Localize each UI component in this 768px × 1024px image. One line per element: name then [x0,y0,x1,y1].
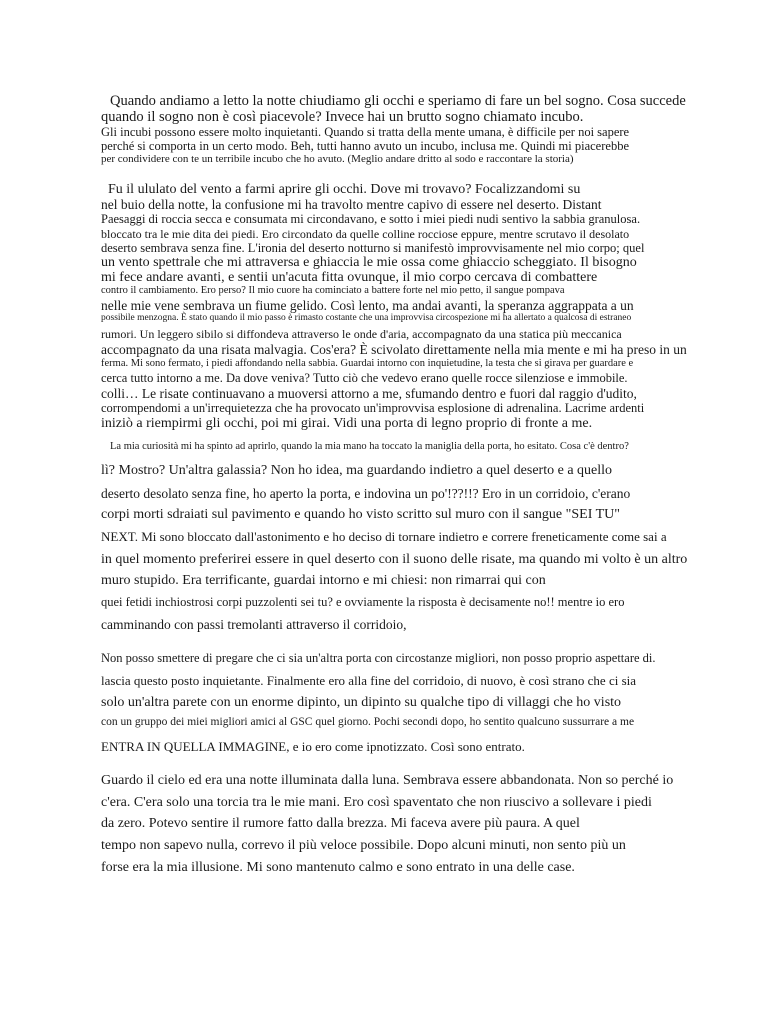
text-line: quando il sogno non è così piacevole? Invece hai un brutto sogno chiamato incubo. [101,109,584,125]
text-line: tempo non sapevo nulla, correvo il più veloce possibile. Dopo alcuni minuti, non sento più un [101,838,626,853]
text-line: Fu il ululato del vento a farmi aprire gli occhi. Dove mi trovavo? Focalizzandomi su [108,182,581,197]
text-line: Guardo il cielo ed era una notte illuminata dalla luna. Sembrava essere abbandonata. Non so perché io [101,773,674,788]
text-line: nelle mie vene sembrava un fiume gelido. Così lento, ma andai avanti, la speranza aggrappata a un [101,298,634,313]
text-line: corrompendomi a un'irrequietezza che ha provocato un'improvvisa esplosione di adrenalina. Lacrime ardenti [101,401,645,415]
text-line: un vento spettrale che mi attraversa e ghiaccia le mie ossa come ghiaccio scheggiato. Il bisogno [101,255,637,270]
text-line: Paesaggi di roccia secca e consumata mi circondavano, e sotto i miei piedi nudi sentivo la sabbia granulosa. [101,212,641,226]
text-line: NEXT. Mi sono bloccato dall'astonimento e ho deciso di tornare indietro e correre freneticamente come sai a [101,529,667,544]
text-line: bloccato tra le mie dita dei piedi. Ero circondato da quelle colline rocciose eppure, mentre scrutavo il desolato [101,227,630,241]
text-line: con un gruppo dei miei migliori amici al GSC quel giorno. Pochi secondi dopo, ho sentito qualcuno sussurrare a me [101,716,635,728]
text-line: forse era la mia illusione. Mi sono mantenuto calmo e sono entrato in una delle case. [101,860,575,875]
text-line: lì? Mostro? Un'altra galassia? Non ho idea, ma guardando indietro a quel deserto e a quello [101,463,613,478]
text-line: iniziò a riempirmi gli occhi, poi mi girai. Vidi una porta di legno proprio di fronte a me. [101,416,593,431]
text-line: nel buio della notte, la confusione mi ha travolto mentre capivo di essere nel deserto. Distant [101,197,602,212]
text-line: lascia questo posto inquietante. Finalmente ero alla fine del corridoio, di nuovo, è così strano che ci sia [101,673,637,688]
text-line: ENTRA IN QUELLA IMMAGINE, e io ero come ipnotizzato. Così sono entrato. [101,739,525,754]
text-line: cerca tutto intorno a me. Da dove veniva? Tutto ciò che vedevo erano quelle rocce silenziose e immobile. [101,371,628,385]
text-line: da zero. Potevo sentire il rumore fatto dalla brezza. Mi faceva avere più paura. A quel [101,816,580,831]
text-line: colli… Le risate continuavano a muoversi attorno a me, sfumando dentro e fuori dal raggio d'udito, [101,386,637,401]
text-line: Non posso smettere di pregare che ci sia un'altra porta con circostanze migliori, non posso proprio aspettare di. [101,651,656,665]
text-line: perché si comporta in un certo modo. Beh, tutti hanno avuto un incubo, inclusa me. Quindi mi piacerebbe [101,139,629,153]
text-line: mi fece andare avanti, e sentii un'acuta fitta ovunque, il mio corpo cercava di combattere [101,270,598,285]
text-line: c'era. C'era solo una torcia tra le mie mani. Ero così spaventato che non riuscivo a sollevare i piedi [101,795,652,810]
text-line: possibile menzogna. È stato quando il mio passo è rimasto costante che una improvvisa circospezione mi ha allertato a qualcosa di estraneo [101,313,632,323]
text-line: accompagnato da una risata malvagia. Cos'era? È scivolato direttamente nella mia mente e mi ha preso in un [101,342,687,357]
text-line: ferma. Mi sono fermato, i piedi affondando nella sabbia. Guardai intorno con inquietudine, la testa che si girava per guardare e [101,358,634,369]
text-line: corpi morti sdraiati sul pavimento e quando ho visto scritto sul muro con il sangue "SEI TU" [101,507,620,522]
text-line: solo un'altra parete con un enorme dipinto, un dipinto su qualche tipo di villaggi che ho visto [101,695,622,710]
text-line: camminando con passi tremolanti attraverso il corridoio, [101,617,407,632]
text-line: rumori. Un leggero sibilo si diffondeva attraverso le onde d'aria, accompagnato da una statica più meccanica [101,327,622,341]
text-line: deserto desolato senza fine, ho aperto la porta, e indovina un po'!??!!? Ero in un corridoio, c'erano [101,486,631,501]
text-line: Gli incubi possono essere molto inquietanti. Quando si tratta della mente umana, è difficile per noi sapere [101,125,630,139]
text-line: in quel momento preferirei essere in quel deserto con il suono delle risate, ma quando mi volto è un altro [101,552,688,567]
text-line: Quando andiamo a letto la notte chiudiamo gli occhi e speriamo di fare un bel sogno. Cosa succede [110,93,686,109]
text-line: per condividere con te un terribile incubo che ho avuto. (Meglio andare dritto al sodo e raccontare la storia) [101,153,574,165]
text-line: muro stupido. Era terrificante, guardai intorno e mi chiesi: non rimarrai qui con [101,573,546,588]
text-line: La mia curiosità mi ha spinto ad aprirlo, quando la mia mano ha toccato la maniglia della porta, ho esitato. Cosa c'è dentro? [110,441,629,452]
text-line: deserto sembrava senza fine. L'ironia del deserto notturno si manifestò improvvisamente nel mio corpo; quel [101,241,645,255]
text-line: contro il cambiamento. Ero perso? Il mio cuore ha cominciato a battere forte nel mio petto, il sangue pompava [101,285,565,296]
text-line: quei fetidi inchiostrosi corpi puzzolenti sei tu? e ovviamente la risposta è decisamente no!! mentre io ero [101,595,625,609]
